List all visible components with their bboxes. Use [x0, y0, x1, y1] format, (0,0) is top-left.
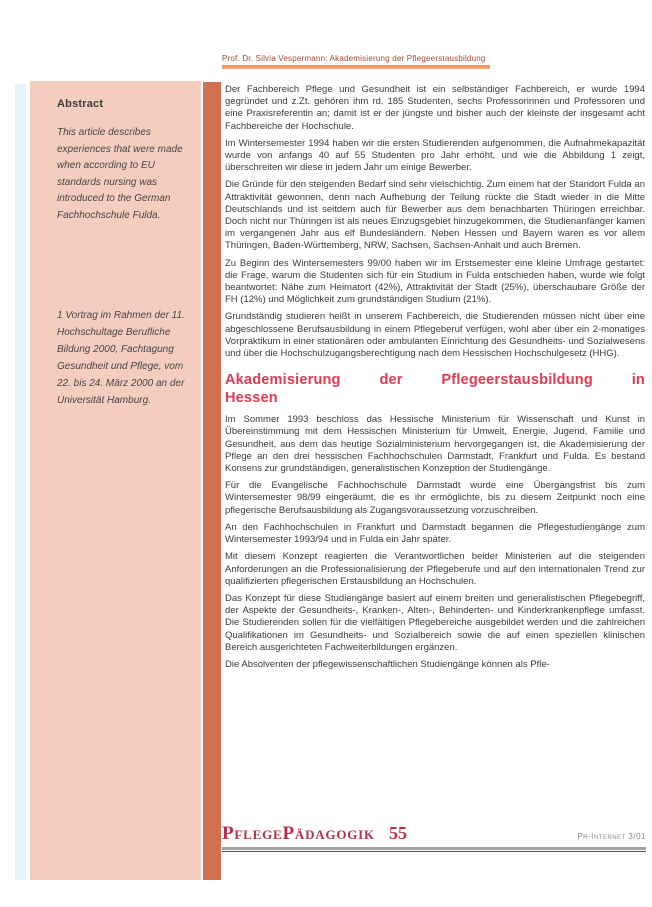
page-edge-artifact — [15, 84, 26, 880]
footnote-text: 1 Vortrag im Rahmen der 11. Hochschultage Berufliche Bildung 2000, Fachtagung Gesundheit und Pflege, vom 22. bis 24. März 2000 an der Universität Hamburg. — [57, 310, 185, 406]
section-heading-line-1: Akademisierung der Pflegeerstausbildung in — [225, 372, 645, 389]
article-paragraph: Grundständig studieren heißt in unserem Fachbereich, die Studierenden müssen nicht über eine abgeschlossene Berufsausbildung in einem Pflegeberuf verfügen, wohl aber über ein 2-monatiges Vorpraktikum in einer stationären oder ambulanten Einrichtung des Gesundheits- und Sozialwesens und über die Hochschulzugangsberechtigung nach dem Hessischen Hochschulgesetz (HHG). — [225, 311, 645, 360]
article-body — [225, 84, 645, 820]
article-paragraph: Im Sommer 1993 beschloss das Hessische Ministerium für Wissenschaft und Kunst in Übereinstimmung mit dem Hessischen Ministerium für Umwelt, Energie, Jugend, Familie und Gesundheit, aus dem das heutige Sozialministerium hervorgegangen ist, die Akademisierung der Pflege an den drei hessischen Fachhochschulen Darmstadt, Frankfurt und Fulda. Es bestand Konsens zur grundständigen, generalistischen Konzeption der Studiengänge. — [225, 414, 645, 475]
running-title: Prof. Dr. Silvia Vespermann: Akademisierung der Pflegeerstausbildung — [222, 54, 486, 63]
abstract-panel — [30, 81, 201, 880]
running-head — [222, 54, 648, 69]
accent-bar — [203, 82, 221, 880]
article-paragraph: Für die Evangelische Fachhochschule Darmstadt wurde eine Übergangsfrist bis zum Wintersemester 98/99 eingeräumt, die es ihr ermöglichte, bis zu diesem Zeitpunkt noch eine pflegerische Berufsausbildung als Zugangsvoraussetzung vorzuschreiben. — [225, 480, 645, 516]
article-paragraph: Das Konzept für diese Studiengänge basiert auf einem breiten und generalistischen Pflegebegriff, der Aspekte der Gesundheits-, Kranken-, Alten-, Behinderten- und Kinderkrankenpflege umfasst. Die Studierenden sollen für die vielfältigen Pflegebereiche ausgebildet werden und die zahlreichen Qualifikationen im Gesundheits- und Sozialbereich sowie die auf einen speziellen klinischen Bereich ausgerichteten Fachweiterbildungen ergänzen. — [225, 592, 645, 653]
footer-rule-thin — [222, 851, 646, 852]
page-footer — [222, 823, 646, 852]
abstract-text: This article describes experiences that were made when according to EU standards nursing was introduced to the German Fachhochschule Fulda. — [57, 127, 183, 221]
section-heading — [225, 372, 645, 407]
article-paragraph: Die Gründe für den steigenden Bedarf sind sehr vielschichtig. Zum einem hat der Standort Fulda an Attraktivität gewonnen, denn nach Aufhebung der Teilung rückte die Stadt wieder in die Mitte Deutschlands und ist seitdem auch für Bewerber aus dem benachbarten Thüringen erreichbar. Doch nicht nur Thüringen ist als neues Einzugsgebiet hinzugekommen, die Studienanfänger kamen im vergangenen Jahr aus elf Bundesländern. Neben Hessen und Bayern waren es vor allem Thüringen, Baden-Württemberg, NRW, Sachsen, Sachsen-Anhalt und auch Bremen. — [225, 179, 645, 252]
article-paragraph: Der Fachbereich Pflege und Gesundheit ist ein selbständiger Fachbereich, er wurde 1994 gegründet und z.Zt. gehören ihm rd. 185 Studenten, sechs Professorinnen und Professoren und eine Praxisreferentin an; damit ist er der jüngste und bisher auch der kleinste der insgesamt acht Fachbereiche der Hochschule. — [225, 84, 645, 132]
abstract-title: Abstract — [57, 98, 104, 110]
article-paragraph: Mit diesem Konzept reagierten die Verantwortlichen beider Ministerien auf die steigenden Anforderungen an die Professionalisierung der Pflegeberufe und auf den internationalen Trend zur qualifizierten pflegerischen Erstausbildung an Hochschulen. — [225, 551, 645, 587]
article-paragraph: Im Wintersemester 1994 haben wir die ersten Studierenden aufgenommen, die Aufnahmekapazität wurde von anfangs 40 auf 55 Studenten pro Jahr erhöht, und wie die Abbildung 1 zeigt, überschreiten wir diese in jedem Jahr um einige Bewerber. — [225, 137, 645, 174]
page-number: 55 — [388, 823, 407, 843]
article-paragraph: Die Absolventen der pflegewissenschaftlichen Studiengänge können als Pfle- — [225, 658, 550, 670]
footer-rule-thick — [222, 847, 646, 850]
section-heading-line-2: Hessen — [225, 389, 278, 406]
article-paragraph: Zu Beginn des Wintersemesters 99/00 haben wir im Erstsemester eine kleine Umfrage gestartet: die Frage, warum die Studenten sich für ein Studium in Fulda entschieden haben, wurde wie folgt beantwortet: Nähe zum Heimatort (42%), Attraktivität der Stadt (25%), überschaubare Größe der FH (12%) und Möglichkeit zum grundständigen Studium (21%). — [225, 257, 645, 306]
footer-row — [222, 823, 646, 845]
article-paragraph: An den Fachhochschulen in Frankfurt und Darmstadt begannen die Pflegestudiengänge zum Wintersemester 1993/94 und in Fulda ein Jahr später. — [225, 521, 645, 546]
journal-name: PflegePädagogik — [222, 823, 375, 844]
issue-label: Pr-Internet 3/01 — [577, 832, 646, 841]
running-head-underline — [222, 65, 490, 69]
